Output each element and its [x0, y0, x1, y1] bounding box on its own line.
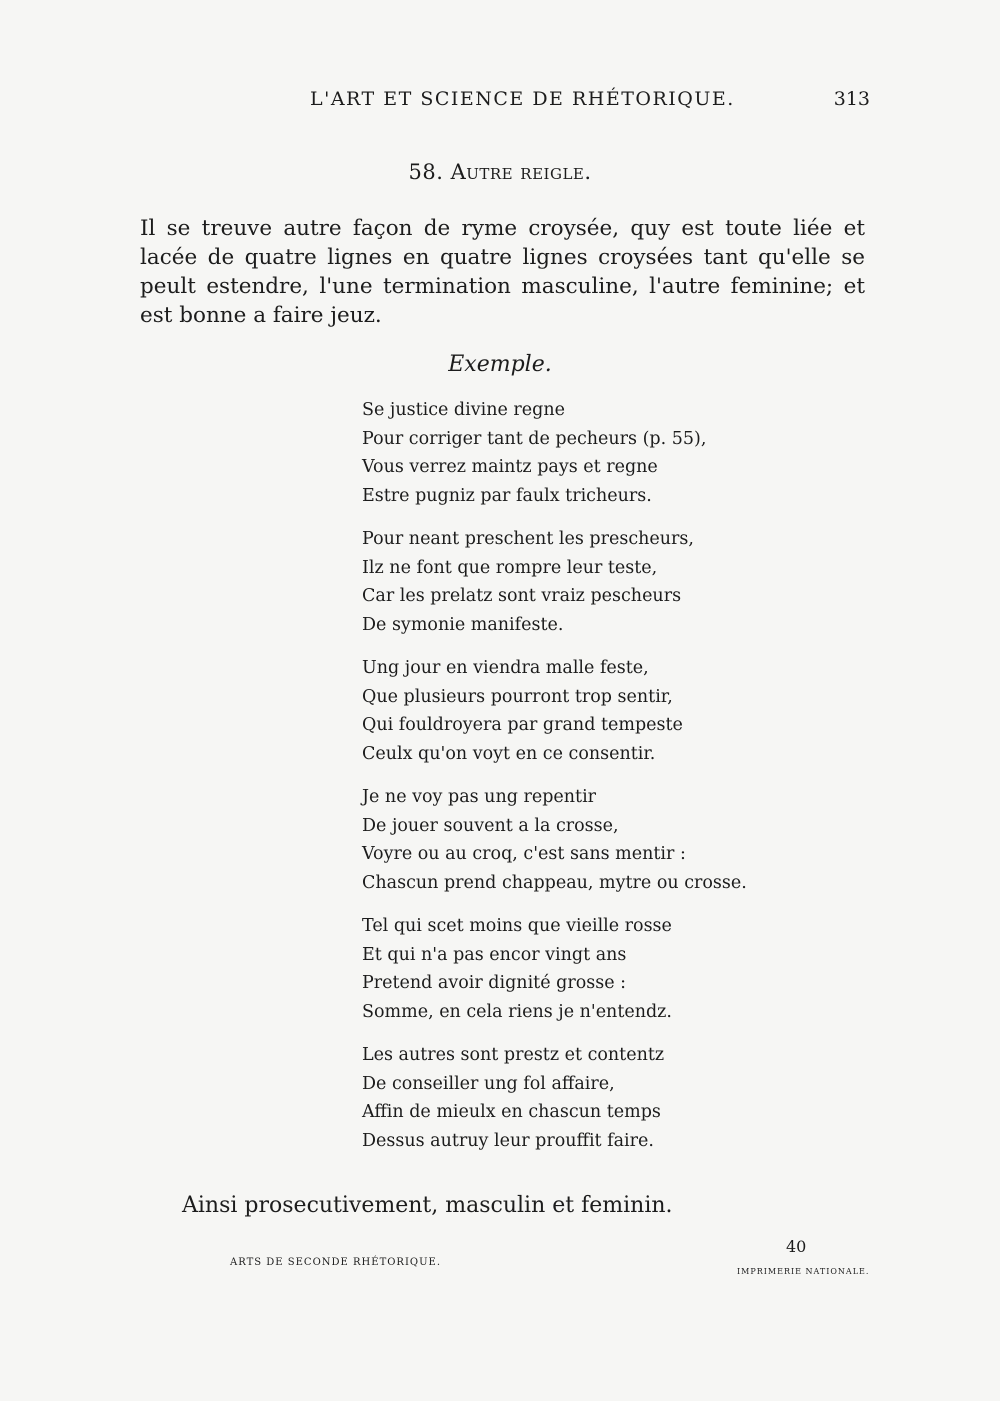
verse-line: Que plusieurs pourront trop sentir, — [362, 686, 673, 707]
verse-line: Ung jour en viendra malle feste, — [362, 658, 649, 678]
verse-line: Se justice divine regne — [362, 400, 565, 420]
verse-line: Je ne voy pas ung repentir — [362, 787, 597, 807]
stanza — [362, 396, 882, 510]
stanza — [362, 525, 882, 639]
verse-line: Qui fouldroyera par grand tempeste — [362, 715, 683, 735]
verse-line: Vous verrez maintz pays et regne — [362, 457, 658, 477]
verse-line: De conseiller ung fol affaire, — [362, 1073, 615, 1094]
page-number: 313 — [833, 88, 870, 110]
stanza — [362, 654, 882, 768]
signature-mark: 40 — [786, 1237, 807, 1256]
intro-paragraph: Il se treuve autre façon de ryme croysée, quy est toute liée et lacée de quatre lignes en quatre lignes croysées tant qu'elle se peult estendre, l'une termination masculine, l'autre feminine; et est bonne a faire jeuz. — [140, 216, 865, 328]
section-title — [0, 160, 1000, 184]
verse-line: Ilz ne font que rompre leur teste, — [362, 557, 658, 578]
footer-printer: IMPRIMERIE NATIONALE. — [737, 1267, 870, 1276]
poem — [362, 396, 882, 1170]
stanza — [362, 783, 882, 897]
example-heading: Exemple. — [448, 352, 552, 377]
verse-line: Les autres sont prestz et contentz — [362, 1045, 665, 1065]
section-title-text: Autre reigle. — [450, 160, 592, 184]
verse-line: Estre pugniz par faulx tricheurs. — [362, 485, 652, 506]
verse-line: Car les prelatz sont vraiz pescheurs — [362, 586, 682, 606]
verse-line: Tel qui scet moins que vieille rosse — [362, 916, 672, 936]
running-head — [140, 88, 870, 118]
verse-line: Pour neant preschent les prescheurs, — [362, 529, 694, 549]
running-title: L'ART ET SCIENCE DE RHÉTORIQUE. — [310, 88, 735, 110]
verse-line: De symonie manifeste. — [362, 614, 564, 635]
verse-line: Affin de mieulx en chascun temps — [362, 1102, 661, 1122]
stanza — [362, 912, 882, 1026]
stanza — [362, 1041, 882, 1155]
verse-line: Chascun prend chappeau, mytre ou crosse. — [362, 872, 747, 893]
verse-line: Voyre ou au croq, c'est sans mentir : — [362, 844, 686, 864]
verse-line: De jouer souvent a la crosse, — [362, 815, 619, 836]
verse-line: Ceulx qu'on voyt en ce consentir. — [362, 743, 656, 764]
verse-line: Pour corriger tant de pecheurs (p. 55), — [362, 428, 707, 449]
closing-line: Ainsi prosecutivement, masculin et feminin. — [182, 1193, 673, 1218]
section-number: 58. — [408, 160, 444, 184]
verse-line: Dessus autruy leur prouffit faire. — [362, 1130, 654, 1151]
verse-line: Somme, en cela riens je n'entendz. — [362, 1001, 672, 1022]
verse-line: Et qui n'a pas encor vingt ans — [362, 944, 627, 965]
footer-book-title: ARTS DE SECONDE RHÉTORIQUE. — [230, 1257, 442, 1268]
verse-line: Pretend avoir dignité grosse : — [362, 973, 627, 993]
